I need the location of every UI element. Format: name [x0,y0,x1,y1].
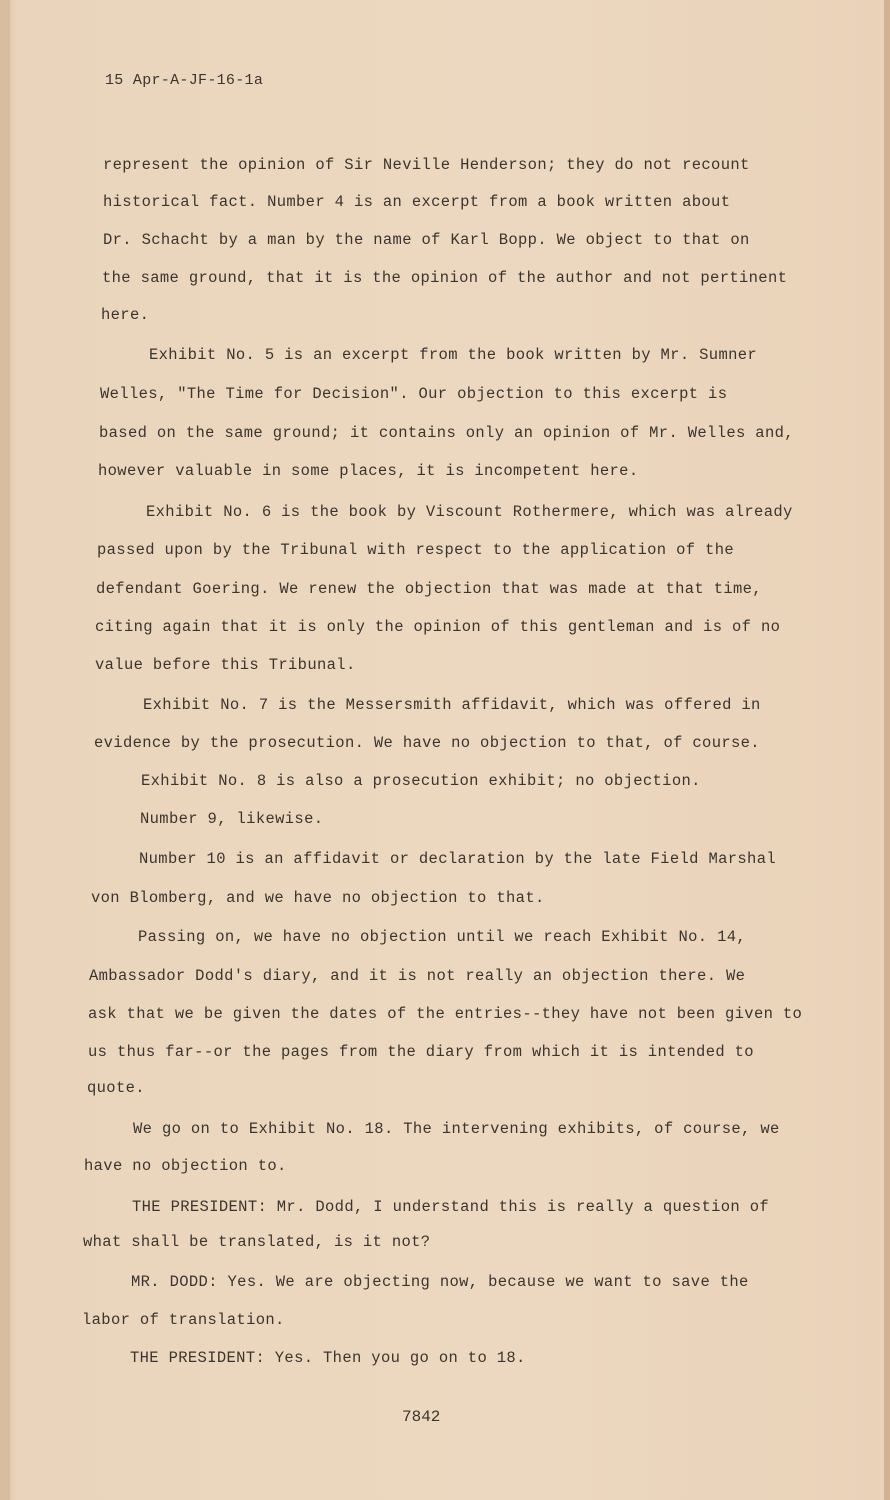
paper-edge-left [0,0,10,1500]
text-line: Exhibit No. 8 is also a prosecution exhibit; no objection. [141,772,701,790]
text-line: Exhibit No. 6 is the book by Viscount Rothermere, which was already [146,503,793,521]
text-line: We go on to Exhibit No. 18. The intervening exhibits, of course, we [133,1120,780,1138]
text-line: Number 9, likewise. [140,810,324,828]
text-line: von Blomberg, and we have no objection to that. [91,889,545,907]
text-line: based on the same ground; it contains only an opinion of Mr. Welles and, [99,424,794,442]
text-line: the same ground, that it is the opinion of the author and not pertinent [102,269,788,287]
text-line: citing again that it is only the opinion of this gentleman and is of no [95,618,781,636]
text-line: THE PRESIDENT: Mr. Dodd, I understand this is really a question of [132,1198,769,1216]
document-reference: 15 Apr-A-JF-16-1a [105,72,264,89]
text-line: THE PRESIDENT: Yes. Then you go on to 18. [130,1349,526,1367]
text-line: MR. DODD: Yes. We are objecting now, because we want to save the [131,1273,749,1291]
text-line: what shall be translated, is it not? [83,1233,431,1251]
text-line: however valuable in some places, it is incompetent here. [98,462,639,480]
text-line: represent the opinion of Sir Neville Henderson; they do not recount [103,156,750,174]
text-line: Passing on, we have no objection until we reach Exhibit No. 14, [138,928,747,946]
page-number: 7842 [402,1408,441,1426]
text-line: value before this Tribunal. [95,656,356,674]
text-line: here. [101,306,150,324]
text-line: quote. [87,1079,145,1097]
text-line: ask that we be given the dates of the entries--they have not been given to [88,1005,803,1023]
text-line: us thus far--or the pages from the diary from which it is intended to [88,1043,754,1061]
text-line: Ambassador Dodd's diary, and it is not really an objection there. We [89,967,746,985]
text-line: defendant Goering. We renew the objection that was made at that time, [96,580,762,598]
text-line: passed upon by the Tribunal with respect to the application of the [97,541,734,559]
text-line: labor of translation. [82,1311,285,1329]
text-line: historical fact. Number 4 is an excerpt from a book written about [103,193,731,211]
paper-edge-right [884,0,890,1500]
text-line: have no objection to. [84,1157,287,1175]
text-line: Exhibit No. 5 is an excerpt from the book written by Mr. Sumner [149,346,758,364]
text-line: Welles, "The Time for Decision". Our objection to this excerpt is [100,385,728,403]
text-line: Number 10 is an affidavit or declaration by the late Field Marshal [139,850,776,868]
text-line: Exhibit No. 7 is the Messersmith affidavit, which was offered in [143,696,761,714]
text-line: evidence by the prosecution. We have no objection to that, of course. [94,734,760,752]
text-line: Dr. Schacht by a man by the name of Karl Bopp. We object to that on [103,231,750,249]
